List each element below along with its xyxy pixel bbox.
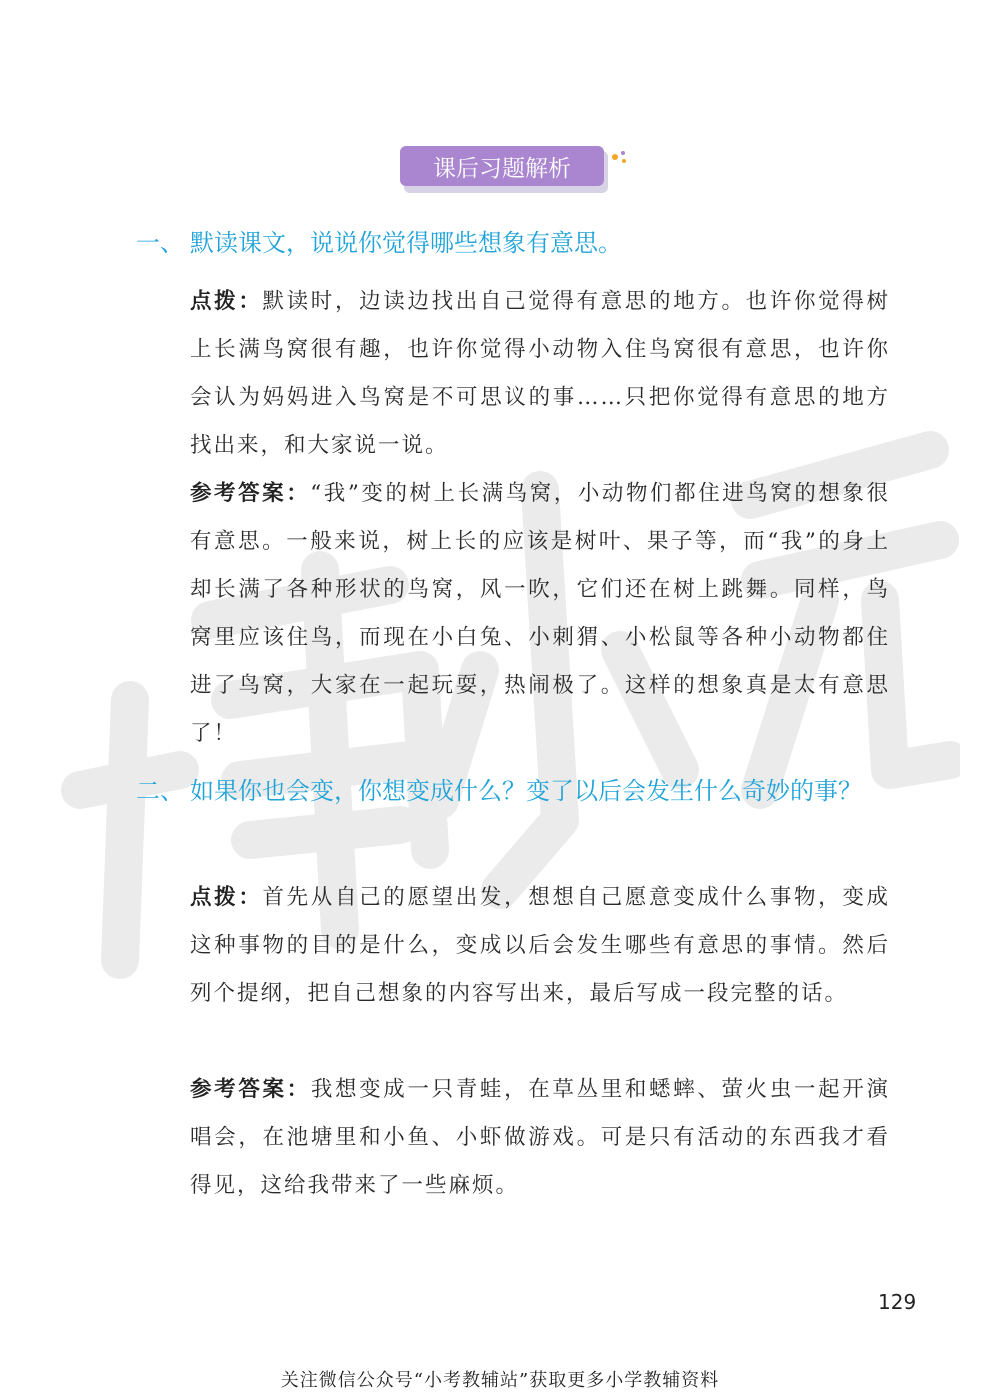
answer-text: 我想变成一只青蛙，在草丛里和蟋蟀、萤火虫一起开演唱会，在池塘里和小鱼、小虾做游戏。可是只有活动的东西我才看得见，这给我带来了一些麻烦。	[190, 1077, 890, 1198]
hint-text: 首先从自己的愿望出发，想想自己愿意变成什么事物，变成这种事物的目的是什么，变成以后会发生哪些有意思的事情。然后列个提纲，把自己想象的内容写出来，最后写成一段完整的话。	[190, 885, 890, 1006]
answer-label: 参考答案：	[190, 1077, 311, 1102]
decorative-dots-icon	[610, 148, 634, 166]
footer-note: 关注微信公众号“小考教辅站”获取更多小学教辅资料	[280, 1370, 720, 1391]
hint-label: 点拨：	[190, 885, 263, 910]
hint-text: 默读时，边读边找出自己觉得有意思的地方。也许你觉得树上长满鸟窝很有趣，也许你觉得小动物入住鸟窝很有意思，也许你会认为妈妈进入鸟窝是不可思议的事……只把你觉得有意思的地方找出来，和大家说一说。	[190, 289, 890, 458]
hint-label: 点拨：	[190, 289, 263, 314]
question-text: 如果你也会变，你想变成什么？变了以后会发生什么奇妙的事？	[190, 777, 862, 805]
question-text: 默读课文，说说你觉得哪些想象有意思。	[190, 229, 622, 257]
section-title-badge	[400, 146, 606, 190]
question-2	[136, 768, 896, 814]
answer-label: 参考答案：	[190, 481, 311, 506]
question-number: 二、	[136, 777, 184, 805]
answer-paragraph-2	[190, 1066, 890, 1210]
answer-text: “我”变的树上长满鸟窝，小动物们都住进鸟窝的想象很有意思。一般来说，树上长的应该是树叶、果子等，而“我”的身上却长满了各种形状的鸟窝，风一吹，它们还在树上跳舞。同样，鸟窝里应该住鸟，而现在小白兔、小刺猬、小松鼠等各种小动物都住进了鸟窝，大家在一起玩耍，热闹极了。这样的想象真是太有意思了！	[190, 481, 890, 746]
page-number: 129	[878, 1290, 917, 1314]
section-title: 课后习题解析	[400, 146, 604, 186]
hint-paragraph-1	[190, 278, 890, 470]
hint-paragraph-2	[190, 874, 890, 1018]
answer-paragraph-1	[190, 470, 890, 758]
question-number: 一、	[136, 229, 184, 257]
question-1	[136, 220, 896, 266]
